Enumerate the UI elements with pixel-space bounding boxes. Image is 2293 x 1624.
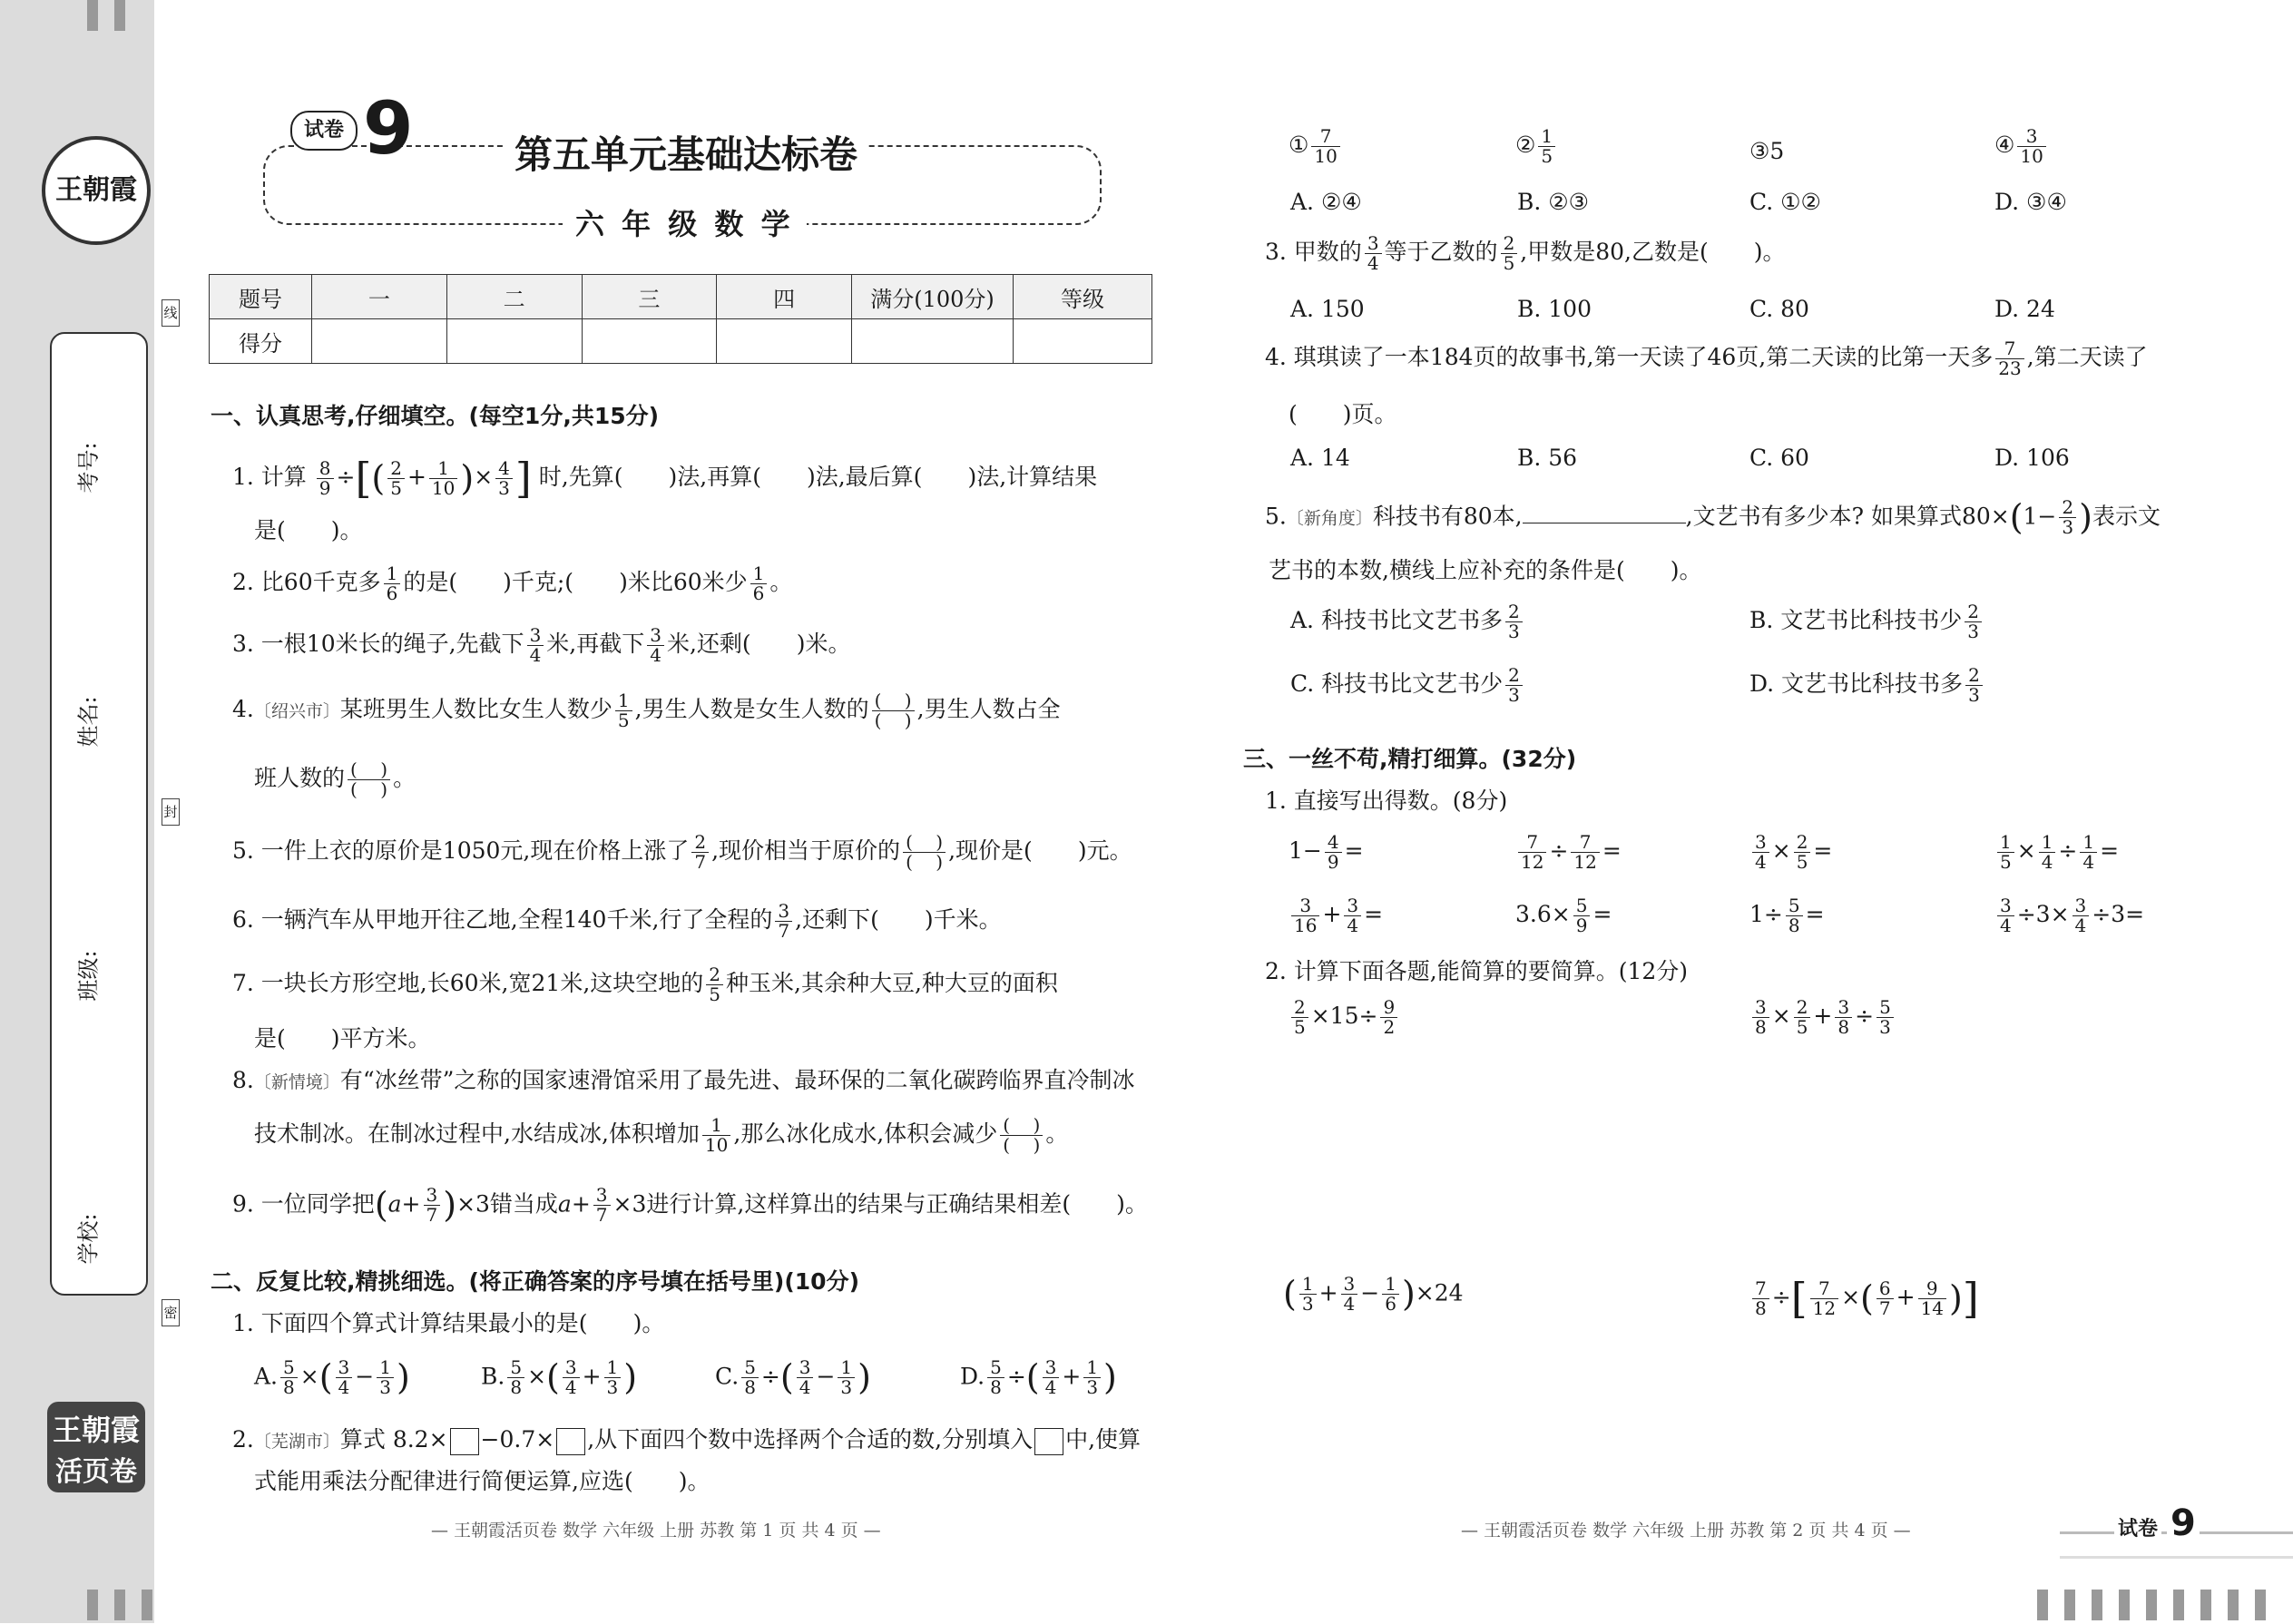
calc-2: $\frac{7}{12}$ ÷ $\frac{7}{12}$ = — [1515, 833, 1622, 872]
exam-no-line[interactable] — [146, 352, 148, 561]
s2-q3-opt-b[interactable]: B. 100 — [1517, 296, 1592, 322]
brand-line2: 活页卷 — [55, 1456, 137, 1488]
name-line[interactable] — [146, 588, 148, 806]
s3-part1-title: 1. 直接写出得数。(8分) — [1265, 788, 1508, 814]
calc-7: 1÷ $\frac{5}{8}$ = — [1749, 895, 1825, 936]
row-score-label: 得分 — [210, 319, 312, 364]
blank-box[interactable] — [556, 1428, 585, 1455]
calc-b3: ( $\frac{1}{3}$ + $\frac{3}{4}$ − $\frac{1}{6}$ )×24 — [1283, 1273, 1464, 1316]
seal-mi: 密 — [162, 1299, 180, 1326]
blank-box[interactable] — [1034, 1428, 1063, 1455]
s2-q3-opt-c[interactable]: C. 80 — [1749, 296, 1809, 322]
s3-part2-title: 2. 计算下面各题,能简算的要简算。(12分) — [1265, 958, 1689, 984]
section1-title: 一、认真思考,仔细填空。(每空1分,共15分) — [211, 403, 660, 429]
s2-q1-stem: 1. 下面四个算式计算结果最小的是( )。 — [232, 1310, 665, 1336]
s1-q4-line1: 4.〔绍兴市〕某班男生人数比女生人数少 $\frac{1}{5}$ ,男生人数是女生人数的 $\frac{( )}{( )}$ ,男生人数占全 — [232, 690, 1061, 731]
s1-q9: 9. 一位同学把(a+ $\frac{3}{7}$ )×3错当成a+ $\frac{3}{7}$ ×3进行计算,这样算出的结果与正确结果相差( )。 — [232, 1184, 1148, 1227]
s2-q4-line1: 4. 琪琪读了一本184页的故事书,第一天读了46页,第二天读的比第一天多 $\frac{7}{23}$ ,第二天读了 — [1265, 338, 2148, 379]
exam-number: 9 — [363, 86, 414, 171]
th-3: 三 — [582, 275, 717, 319]
bottom-bars-left — [87, 1590, 169, 1624]
s2-q5-opt-b[interactable]: B. 文艺书比科技书少 $\frac{2}{3}$ — [1749, 602, 1984, 641]
score-cell[interactable] — [446, 319, 582, 364]
s2-q2-line2: 式能用乘法分配律进行简便运算,应选( )。 — [254, 1468, 710, 1494]
s1-q2: 2. 比60千克多 $\frac{1}{6}$ 的是( )千克;( )米比60米少 $\frac{1}{6}$ 。 — [232, 563, 793, 604]
blank-box[interactable] — [450, 1428, 479, 1455]
seal-xian: 线 — [162, 299, 180, 327]
class-line[interactable] — [146, 842, 148, 1060]
th-2: 二 — [446, 275, 582, 319]
logo — [42, 136, 151, 245]
s2-q2-item-2: ② $\frac{1}{5}$ — [1515, 127, 1558, 166]
score-table — [209, 274, 1152, 364]
class-label: 班级: — [75, 950, 102, 1002]
calc-5: $\frac{3}{16}$ + $\frac{3}{4}$ = — [1289, 896, 1383, 935]
s2-q4-opt-b[interactable]: B. 56 — [1517, 445, 1578, 471]
s1-q4-line2: 班人数的 $\frac{( )}{( )}$ 。 — [254, 758, 416, 800]
calc-b1: $\frac{2}{5}$ ×15÷ $\frac{9}{2}$ — [1289, 998, 1400, 1037]
school-label: 学校: — [75, 1213, 102, 1265]
s2-q4-line2: ( )页。 — [1289, 401, 1397, 427]
brand-line1: 王朝霞 — [52, 1413, 140, 1447]
score-cell[interactable] — [852, 319, 1014, 364]
s2-q1-opt-c[interactable]: C. $\frac{5}{8}$ ÷( $\frac{3}{4}$ − $\frac{1}{3}$ ) — [715, 1356, 871, 1399]
s2-q3-opt-d[interactable]: D. 24 — [1994, 296, 2055, 322]
page-title: 第五单元基础达标卷 — [504, 125, 868, 180]
th-4: 四 — [717, 275, 852, 319]
th-number: 题号 — [210, 275, 312, 319]
calc-1: 1− $\frac{4}{9}$ = — [1289, 831, 1364, 873]
th-1: 一 — [312, 275, 447, 319]
s2-q2-opt-d[interactable]: D. ③④ — [1994, 189, 2067, 215]
s2-q2-item-1: ① $\frac{7}{10}$ — [1289, 127, 1343, 166]
exam-no-label: 考号: — [75, 442, 102, 494]
s2-q5-opt-c[interactable]: C. 科技书比文艺书少 $\frac{2}{3}$ — [1290, 666, 1525, 705]
footer-badge: 试卷 — [2114, 1513, 2161, 1541]
score-cell[interactable] — [1014, 319, 1152, 364]
s2-q1-opt-a[interactable]: A. $\frac{5}{8}$ ×( $\frac{3}{4}$ − $\frac{1}{3}$ ) — [254, 1356, 410, 1399]
s2-q3: 3. 甲数的 $\frac{3}{4}$ 等于乙数的 $\frac{2}{5}$ ,甲数是80,乙数是( )。 — [1265, 232, 1786, 274]
s2-q4-opt-d[interactable]: D. 106 — [1994, 445, 2070, 471]
s2-q2-opt-a[interactable]: A. ②④ — [1290, 189, 1362, 215]
calc-4: $\frac{1}{5}$ × $\frac{1}{4}$ ÷ $\frac{1}{4}$ = — [1994, 833, 2119, 872]
school-line[interactable] — [146, 1096, 148, 1277]
s2-q2-opt-c[interactable]: C. ①② — [1749, 189, 1821, 215]
calc-6: 3.6× $\frac{5}{9}$ = — [1515, 895, 1612, 936]
s1-q7-line1: 7. 一块长方形空地,长60米,宽21米,这块空地的 $\frac{2}{5}$ 种玉米,其余种大豆,种大豆的面积 — [232, 964, 1058, 1005]
top-bars — [87, 0, 142, 34]
score-cell[interactable] — [312, 319, 447, 364]
s1-q6: 6. 一辆汽车从甲地开往乙地,全程140千米,行了全程的 $\frac{3}{7}$ ,还剩下( )千米。 — [232, 900, 1002, 942]
s2-q4-opt-c[interactable]: C. 60 — [1749, 445, 1809, 471]
student-info-box — [50, 332, 148, 1296]
s1-q8-line1: 8.〔新情境〕有“冰丝带”之称的国家速滑馆采用了最先进、最环保的二氧化碳跨临界直冷制冰 — [232, 1067, 1135, 1093]
s2-q4-opt-a[interactable]: A. 14 — [1290, 445, 1350, 471]
s1-q5: 5. 一件上衣的原价是1050元,现在价格上涨了 $\frac{2}{7}$ ,现价相当于原价的 $\frac{( )}{( )}$ ,现价是( )元。 — [232, 831, 1132, 873]
score-cell[interactable] — [582, 319, 717, 364]
s1-q1-line2: 是( )。 — [254, 517, 363, 543]
s1-q7-line2: 是( )平方米。 — [254, 1025, 431, 1052]
s2-q5-opt-d[interactable]: D. 文艺书比科技书多 $\frac{2}{3}$ — [1749, 666, 1985, 705]
s2-q2-item-4: ④ $\frac{3}{10}$ — [1994, 127, 2049, 166]
page-subtitle: 六 年 级 数 学 — [563, 201, 807, 243]
s1-q1-line1: 1. 计算 $\frac{8}{9}$ ÷[( $\frac{2}{5}$ + $\frac{1}{10}$ )× $\frac{4}{3}$ ] 时,先算( )法,再算( )法,最后算( )法,计算结果 — [232, 454, 1098, 503]
s1-q3: 3. 一根10米长的绳子,先截下 $\frac{3}{4}$ 米,再截下 $\frac{3}{4}$ 米,还剩( )米。 — [232, 624, 851, 666]
condition-line[interactable] — [1523, 504, 1686, 523]
s2-q5-line2: 艺书的本数,横线上应补充的条件是( )。 — [1269, 557, 1702, 583]
footer-right: — 王朝霞活页卷 数学 六年级 上册 苏教 第 2 页 共 4 页 — — [1461, 1521, 1911, 1541]
footer-number: 9 — [2167, 1502, 2200, 1544]
logo-text: 王朝霞 — [55, 174, 137, 206]
s2-q2-opt-b[interactable]: B. ②③ — [1517, 189, 1590, 215]
name-label: 姓名: — [75, 696, 102, 748]
calc-b2: $\frac{3}{8}$ × $\frac{2}{5}$ + $\frac{3}{8}$ ÷ $\frac{5}{3}$ — [1749, 998, 1896, 1037]
s2-q2-line1: 2.〔芜湖市〕算式 8.2× −0.7× ,从下面四个数中选择两个合适的数,分别填入 中,使算 — [232, 1426, 1141, 1455]
brand-badge — [47, 1402, 145, 1492]
s2-q5-line1: 5.〔新角度〕科技书有80本, ,文艺书有多少本? 如果算式80×(1− $\frac{2}{3}$ )表示文 — [1265, 496, 2161, 539]
footer-left: — 王朝霞活页卷 数学 六年级 上册 苏教 第 1 页 共 4 页 — — [431, 1521, 881, 1541]
s2-q3-opt-a[interactable]: A. 150 — [1290, 296, 1365, 322]
calc-3: $\frac{3}{4}$ × $\frac{2}{5}$ = — [1749, 833, 1832, 872]
bottom-bars-right — [2037, 1590, 2282, 1624]
badge-label: 试卷 — [290, 111, 358, 151]
s1-q8-line2: 技术制冰。在制冰过程中,水结成冰,体积增加 $\frac{1}{10}$ ,那么冰化成水,体积会减少 $\frac{( )}{( )}$ 。 — [254, 1114, 1069, 1156]
calc-8: $\frac{3}{4}$ ÷3× $\frac{3}{4}$ ÷3= — [1994, 896, 2144, 935]
section2-title: 二、反复比较,精挑细选。(将正确答案的序号填在括号里)(10分) — [211, 1268, 859, 1295]
s2-q2-item-3: ③5 — [1749, 138, 1785, 164]
th-grade: 等级 — [1014, 275, 1152, 319]
calc-b4: $\frac{7}{8}$ ÷[ $\frac{7}{12}$ ×( $\frac{6}{7}$ + $\frac{9}{14}$ )] — [1749, 1274, 1979, 1324]
section3-title: 三、一丝不苟,精打细算。(32分) — [1243, 746, 1577, 772]
seal-feng: 封 — [162, 798, 180, 826]
th-full: 满分(100分) — [852, 275, 1014, 319]
s2-q1-opt-d[interactable]: D. $\frac{5}{8}$ ÷( $\frac{3}{4}$ + $\frac{1}{3}$ ) — [960, 1356, 1117, 1399]
s2-q5-opt-a[interactable]: A. 科技书比文艺书多 $\frac{2}{3}$ — [1290, 602, 1525, 641]
s2-q1-opt-b[interactable]: B. $\frac{5}{8}$ ×( $\frac{3}{4}$ + $\frac{1}{3}$ ) — [481, 1356, 638, 1399]
score-cell[interactable] — [717, 319, 852, 364]
